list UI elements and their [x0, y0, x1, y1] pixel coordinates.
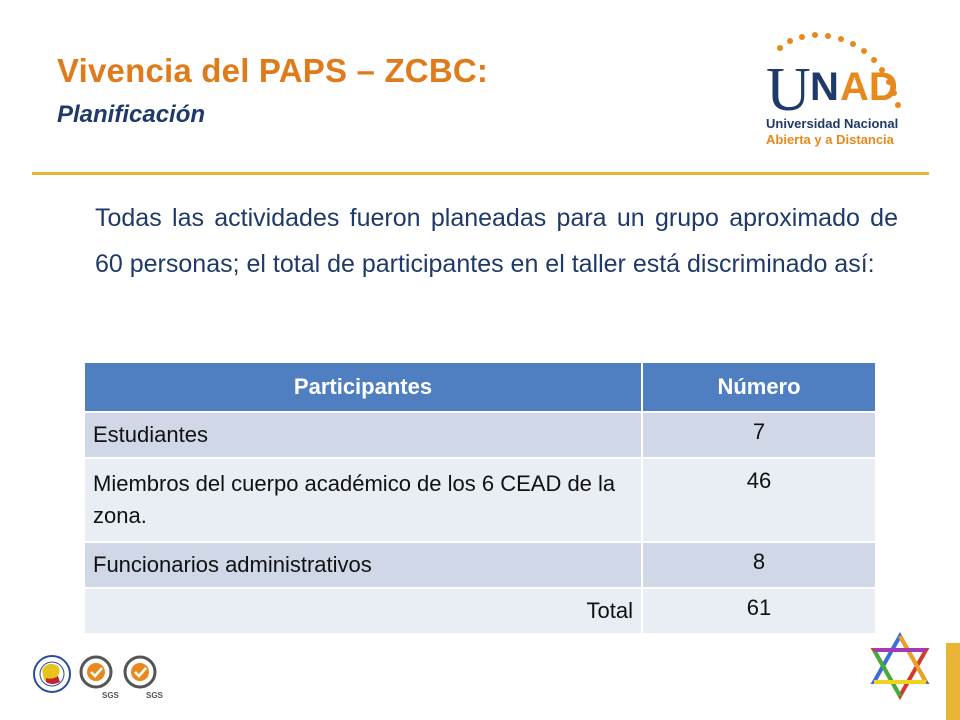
- logo-line2: Abierta y a Distancia: [766, 132, 894, 147]
- certification-seals: [30, 648, 170, 704]
- seal-label: SGS: [146, 691, 163, 700]
- colombia-seal-icon: [34, 656, 70, 692]
- logo-letters-ad: AD: [840, 65, 898, 109]
- row-value: 8: [642, 542, 876, 588]
- row-label: Funcionarios administrativos: [84, 542, 642, 588]
- title-divider: [32, 172, 929, 175]
- total-value: 61: [642, 588, 876, 634]
- row-value: 46: [642, 458, 876, 542]
- body-paragraph: Todas las actividades fueron planeadas para un grupo aproximado de 60 personas; el total de participantes en el taller está discriminado así:: [95, 204, 898, 278]
- certification-seal-icon: [81, 657, 120, 700]
- table-row: [84, 412, 876, 458]
- logo-line1: Universidad Nacional: [766, 116, 899, 131]
- corner-accent-bar: [946, 643, 960, 720]
- row-label: Estudiantes: [84, 412, 642, 458]
- table-total-row: [84, 588, 876, 634]
- rainbow-star-icon: [866, 632, 934, 700]
- header-numero: Número: [642, 362, 876, 412]
- row-value: 7: [642, 412, 876, 458]
- table-row: [84, 542, 876, 588]
- slide-subtitle: Planificación: [57, 101, 206, 128]
- logo-letter-n: N: [810, 65, 839, 109]
- header-participantes: Participantes: [84, 362, 642, 412]
- logo-letter-u: U: [766, 56, 811, 124]
- certification-seal-icon: [125, 657, 164, 700]
- table-header-row: [84, 362, 876, 412]
- row-label: Miembros del cuerpo académico de los 6 CEAD de la zona.: [84, 458, 642, 542]
- table-row: [84, 458, 876, 542]
- total-label: Total: [84, 588, 642, 634]
- unad-logo: [762, 30, 922, 160]
- slide-title: Vivencia del PAPS – ZCBC:: [57, 52, 489, 89]
- participants-table: [83, 361, 877, 635]
- seal-label: SGS: [102, 691, 119, 700]
